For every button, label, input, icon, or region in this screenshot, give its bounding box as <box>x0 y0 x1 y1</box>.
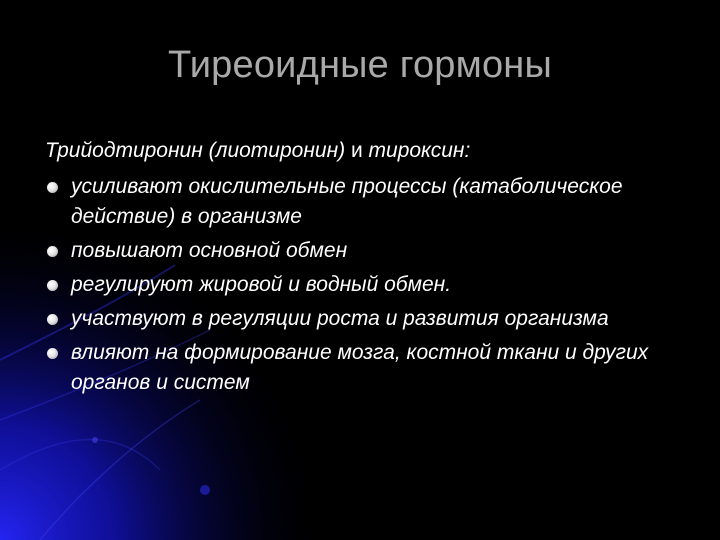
bullet-item <box>45 236 665 266</box>
bullet-text: усиливают окислительные процессы (катаболическое действие) в организме <box>71 175 623 228</box>
bullet-text: влияют на формирование мозга, костной ткани и других органов и систем <box>71 341 649 394</box>
intro-part2: тироксин: <box>368 139 471 162</box>
bullet-item <box>45 172 665 232</box>
bullet-dot-icon <box>47 348 58 359</box>
bullet-dot-icon <box>47 246 58 257</box>
bullet-dot-icon <box>47 280 58 291</box>
bullet-dot-icon <box>47 314 58 325</box>
bullet-text: участвуют в регуляции роста и развития организма <box>71 307 609 330</box>
bullet-text: повышают основной обмен <box>71 239 348 262</box>
slide-content <box>45 136 665 402</box>
slide-title: Тиреоидные гормоны <box>167 44 552 86</box>
intro-line <box>45 136 665 166</box>
bullet-item <box>45 270 665 300</box>
bullet-dot-icon <box>47 182 58 193</box>
bullet-text: регулируют жировой и водный обмен. <box>71 273 452 296</box>
intro-connector: и <box>345 139 369 162</box>
bullet-list <box>45 172 665 398</box>
intro-part1: Трийодтиронин (лиотиронин) <box>45 139 346 162</box>
bullet-item <box>45 338 665 398</box>
bullet-item <box>45 304 665 334</box>
